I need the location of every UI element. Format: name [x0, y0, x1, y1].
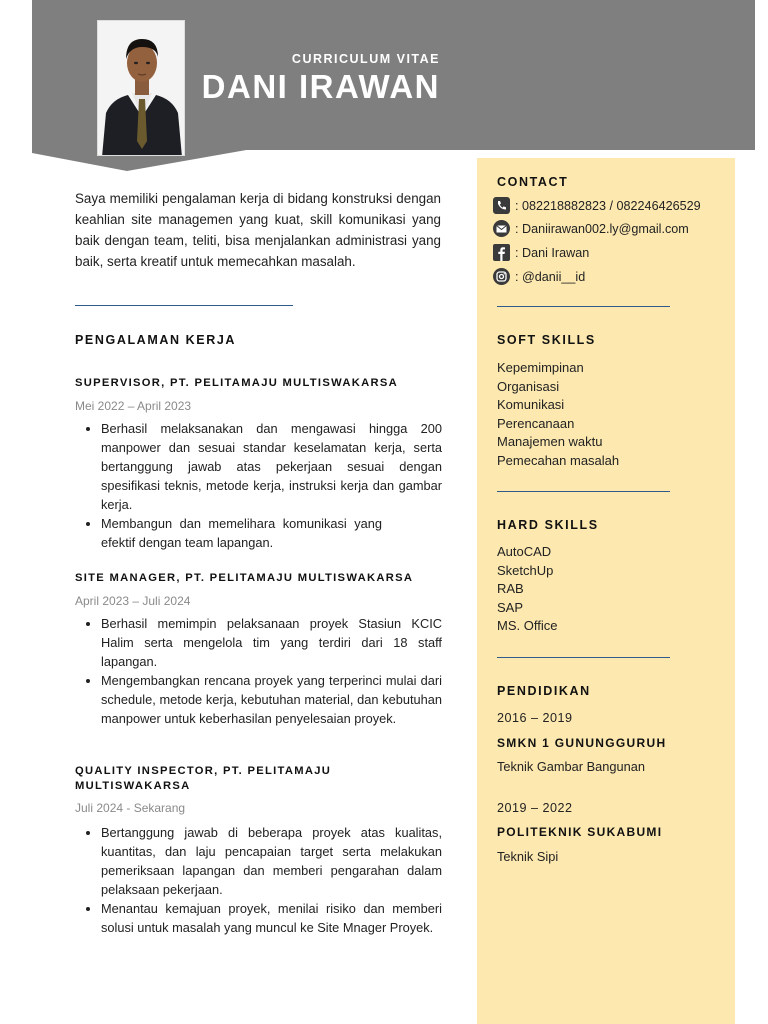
- education-years: 2016 – 2019: [497, 711, 573, 725]
- phone-text: : 082218882823 / 082246426529: [515, 198, 701, 213]
- skill-item: SAP: [497, 599, 524, 615]
- candidate-name: DANI IRAWAN: [201, 68, 440, 105]
- skill-item: Pemecahan masalah: [497, 452, 620, 468]
- skill-item: Perencanaan: [497, 415, 575, 431]
- soft-skills-heading: SOFT SKILLS: [497, 333, 596, 347]
- skill-item: MS. Office: [497, 618, 558, 634]
- education-major: Teknik Gambar Bangunan: [497, 759, 645, 774]
- education-major: Teknik Sipi: [497, 849, 559, 864]
- skill-item: AutoCAD: [497, 544, 552, 559]
- education-school: SMKN 1 GUNUNGGURUH: [497, 736, 667, 750]
- hard-skills-list: [497, 543, 557, 636]
- education-heading: PENDIDIKAN: [497, 684, 591, 698]
- phone-icon: [493, 197, 510, 214]
- skill-item: Kepemimpinan: [497, 360, 584, 375]
- job-title: SUPERVISOR, PT. PELITAMAJU MULTISWAKARSA: [75, 377, 399, 389]
- job-date: Juli 2024 - Sekarang: [75, 801, 186, 815]
- instagram-text: : @danii__id: [515, 269, 586, 284]
- job-date: Mei 2022 – April 2023: [75, 399, 192, 413]
- contact-heading: CONTACT: [497, 175, 569, 189]
- cv-label: CURRICULUM VITAE: [291, 52, 440, 66]
- skill-item: RAB: [497, 581, 524, 597]
- education-school: POLITEKNIK SUKABUMI: [497, 825, 663, 839]
- job-title: QUALITY INSPECTOR, PT. PELITAMAJU MULTISWAKARSA: [75, 765, 332, 792]
- facebook-icon: [493, 244, 510, 261]
- divider: [497, 657, 670, 658]
- skill-item: Komunikasi: [497, 397, 565, 413]
- job-bullet: • Berhasil memimpin pelaksanaan proyek Stasiun KCIC Halim serta mengelola tim yang terdiri dari 18 staff lapangan.: [101, 614, 442, 671]
- job-bullets: [77, 823, 442, 937]
- experience-heading: PENGALAMAN KERJA: [75, 333, 237, 347]
- job-bullet: • Menantau kemajuan proyek, menilai risiko dan memberi solusi untuk masalah yang muncul ke Site Mnager Proyek.: [101, 899, 442, 937]
- job-bullet: • Berhasil melaksanakan dan mengawasi hingga 200 manpower dan sesuai standar keselamatan kerja, serta bertanggung jawab atas pekerjaan sesuai dengan spesifikasi teknis, metode kerja, instruksi kerja dan gambar kerja.: [101, 419, 442, 514]
- job-bullet: • Bertanggung jawab di beberapa proyek atas kualitas, kuantitas, dan laju pencapaian target serta melakukan pemeriksaan lapangan dan memberi pengarahan dalam pelaksaan pekerjaan.: [101, 823, 442, 899]
- facebook-text: : Dani Irawan: [515, 245, 590, 260]
- job-bullets: [77, 419, 442, 552]
- skill-item: Organisasi: [497, 378, 560, 394]
- contact-email: [493, 220, 689, 237]
- job-bullets: [77, 614, 442, 728]
- soft-skills-list: [497, 359, 619, 471]
- job-title: SITE MANAGER, PT. PELITAMAJU MULTISWAKARSA: [75, 572, 414, 584]
- education-years: 2019 – 2022: [497, 801, 573, 815]
- contact-facebook: [493, 244, 589, 261]
- profile-photo: [97, 20, 185, 156]
- hard-skills-heading: HARD SKILLS: [497, 518, 599, 532]
- contact-instagram: [493, 268, 585, 285]
- email-icon: [493, 220, 510, 237]
- job-bullet: • Mengembangkan rencana proyek yang terperinci mulai dari schedule, metode kerja, kebutuhan material, dan kebutuhan manpower untuk keberhasilan penyelesaian proyek.: [101, 671, 442, 728]
- divider: [497, 491, 670, 492]
- instagram-icon: [493, 268, 510, 285]
- job-bullet: • Membangun dan memelihara komunikasi yang efektif dengan team lapangan.: [101, 514, 442, 552]
- skill-item: Manajemen waktu: [497, 434, 603, 450]
- contact-phone: [493, 197, 701, 214]
- job-date: April 2023 – Juli 2024: [75, 594, 191, 608]
- divider: [497, 306, 670, 307]
- divider: [75, 305, 293, 306]
- skill-item: SketchUp: [497, 562, 554, 578]
- email-text: : Daniirawan002.ly@gmail.com: [515, 221, 689, 236]
- profile-summary: Saya memiliki pengalaman kerja di bidang konstruksi dengan keahlian site managemen yang kuat, skill komunikasi yang baik dengan team, teliti, bisa menjalankan administrasi yang baik, serta kreatif untuk memecahkan masalah.: [75, 191, 441, 269]
